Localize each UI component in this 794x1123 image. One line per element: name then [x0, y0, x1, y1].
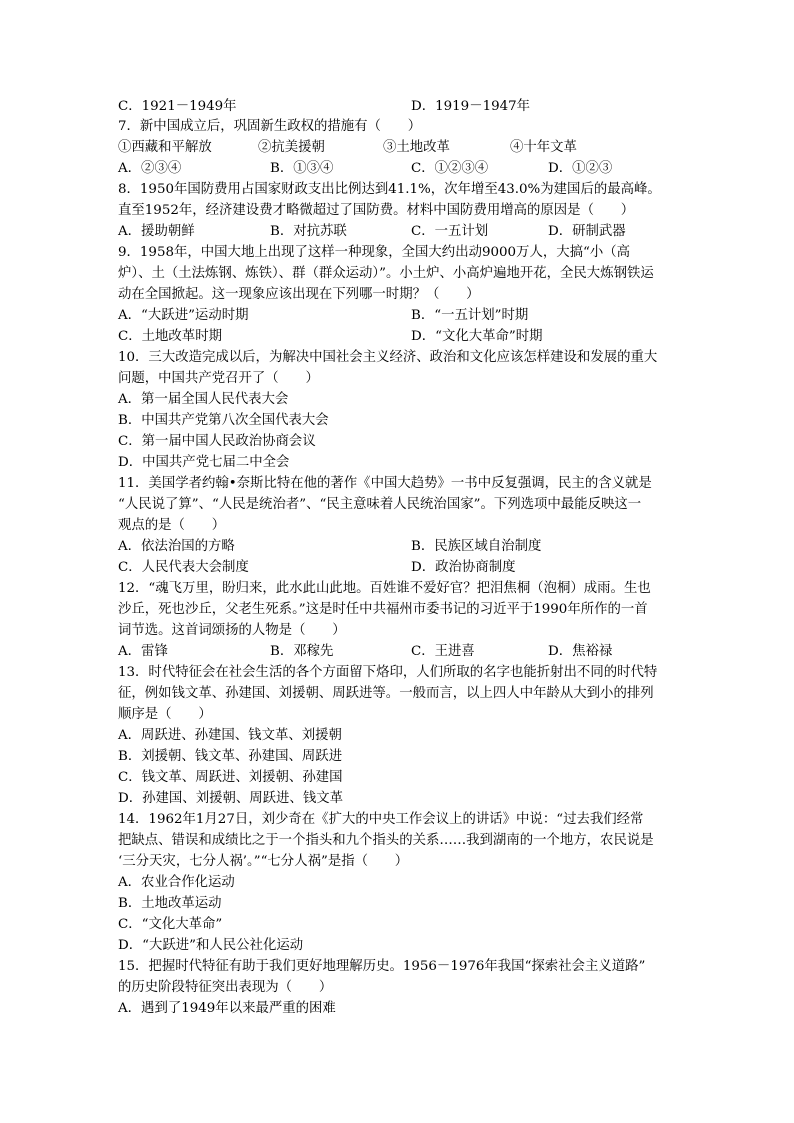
q8-option-b: B．对抗苏联 — [270, 224, 347, 239]
q10-stem-line-2: 问题，中国共产党召开了（ ） — [118, 371, 319, 386]
q7-option-c: C．①②③④ — [411, 161, 489, 176]
q12-option-d: D．焦裕禄 — [548, 644, 613, 659]
q9-stem-line-3: 动在全国掀起。这一现象应该出现在下列哪一时期？（ ） — [118, 287, 480, 302]
q13-option-a: A．周跃进、孙建国、钱文革、刘援朝 — [118, 728, 342, 743]
q13-stem-line-2: 征，例如钱文革、孙建国、刘援朝、周跃进等。一般而言，以上四人中年龄从大到小的排列 — [118, 686, 654, 701]
q10-option-c: C．第一届中国人民政治协商会议 — [118, 434, 316, 449]
q14-option-b: B．土地改革运动 — [118, 896, 222, 911]
q13-stem-line-1: 13．时代特征会在社会生活的各个方面留下烙印，人们所取的名字也能折射出不同的时代特 — [118, 665, 658, 680]
q12-stem-line-2: 沙丘，死也沙丘，父老生死系。”这是时任中共福州市委书记的习近平于1990年所作的一首 — [118, 602, 648, 617]
q14-option-a: A．农业合作化运动 — [118, 875, 235, 890]
q11-stem-line-3: 观点的是（ ） — [118, 518, 226, 533]
q6-option-c: C．1921－1949年 — [118, 99, 237, 114]
q8-stem-line-1: 8．1950年国防费用占国家财政支出比例达到41.1%，次年增至43.0%为建国后的最高峰。 — [118, 182, 661, 197]
q12-option-a: A．雷锋 — [118, 644, 168, 659]
q15-option-a: A．遇到了1949年以来最严重的困难 — [118, 1001, 336, 1016]
q11-stem-line-2: “人民说了算”、“人民是统治者”、“民主意味着人民统治国家”。下列选项中最能反映这一 — [118, 497, 642, 512]
q7-option-d: D．①②③ — [548, 161, 613, 176]
q10-option-d: D．中国共产党七届二中全会 — [118, 455, 290, 470]
q7-option-a: A．②③④ — [118, 161, 182, 176]
q12-stem-line-3: 词节选。这首词颂扬的人物是（ ） — [118, 623, 346, 638]
q7-option-b: B．①③④ — [270, 161, 334, 176]
q12-option-c: C．王进喜 — [411, 644, 475, 659]
q9-stem-line-2: 炉）、土（土法炼钢、炼铁）、群（群众运动）”。小土炉、小高炉遍地开花，全民大炼钢铁运 — [118, 266, 654, 281]
q13-option-d: D．孙建国、刘援朝、周跃进、钱文革 — [118, 791, 343, 806]
q8-option-a: A．援助朝鲜 — [118, 224, 195, 239]
q14-option-d: D．“大跃进”和人民公社化运动 — [118, 938, 304, 953]
q8-option-c: C．一五计划 — [411, 224, 489, 239]
q7-item-2: ②抗美援朝 — [258, 140, 325, 155]
q15-stem-line-2: 的历史阶段特征突出表现为（ ） — [118, 980, 333, 995]
q14-stem-line-3: ‘三分天灾，七分人祸’。”“七分人祸”是指（ ） — [118, 854, 409, 869]
q11-option-c: C．人民代表大会制度 — [118, 560, 249, 575]
q7-item-4: ④十年文革 — [510, 140, 577, 155]
q13-option-b: B．刘援朝、钱文革、孙建国、周跃进 — [118, 749, 343, 764]
q13-option-c: C．钱文革、周跃进、刘援朝、孙建国 — [118, 770, 343, 785]
q12-stem-line-1: 12．“魂飞万里，盼归来，此水此山此地。百姓谁不爱好官？把泪焦桐（泡桐）成雨。生也 — [118, 581, 651, 596]
q10-option-b: B．中国共产党第八次全国代表大会 — [118, 413, 329, 428]
q10-stem-line-1: 10．三大改造完成以后，为解决中国社会主义经济、政治和文化应该怎样建设和发展的重大 — [118, 350, 658, 365]
q7-item-1: ①西藏和平解放 — [118, 140, 212, 155]
q6-option-d: D．1919－1947年 — [411, 99, 531, 114]
q14-option-c: C．“文化大革命” — [118, 917, 223, 932]
q7-stem: 7．新中国成立后，巩固新生政权的措施有（ ） — [118, 119, 422, 134]
q10-option-a: A．第一届全国人民代表大会 — [118, 392, 289, 407]
q11-stem-line-1: 11．美国学者约翰•奈斯比特在他的著作《中国大趋势》一书中反复强调，民主的含义就是 — [118, 476, 652, 491]
q9-option-b: B．“一五计划”时期 — [411, 308, 529, 323]
q9-option-c: C．土地改革时期 — [118, 329, 222, 344]
q15-stem-line-1: 15．把握时代特征有助于我们更好地理解历史。1956－1976年我国“探索社会主义道路” — [118, 959, 646, 974]
q14-stem-line-2: 把缺点、错误和成绩比之于一个指头和九个指头的关系……我到湖南的一个地方，农民说是 — [118, 833, 654, 848]
q8-option-d: D．研制武器 — [548, 224, 626, 239]
q7-item-3: ③土地改革 — [383, 140, 450, 155]
q11-option-d: D．政治协商制度 — [411, 560, 516, 575]
q13-stem-line-3: 顺序是（ ） — [118, 707, 212, 722]
q12-option-b: B．邓稼先 — [270, 644, 334, 659]
q14-stem-line-1: 14．1962年1月27日，刘少奇在《扩大的中央工作会议上的讲话》中说：“过去我们经常 — [118, 812, 644, 827]
q8-stem-line-2: 直至1952年，经济建设费才略微超过了国防费。材料中国防费用增高的原因是（ ） — [118, 203, 635, 218]
q9-stem-line-1: 9．1958年，中国大地上出现了这样一种现象，全国大约出动9000万人，大搞“小（高 — [118, 245, 631, 260]
q11-option-a: A．依法治国的方略 — [118, 539, 235, 554]
q9-option-a: A．“大跃进”运动时期 — [118, 308, 249, 323]
q9-option-d: D．“文化大革命”时期 — [411, 329, 543, 344]
q11-option-b: B．民族区域自治制度 — [411, 539, 542, 554]
